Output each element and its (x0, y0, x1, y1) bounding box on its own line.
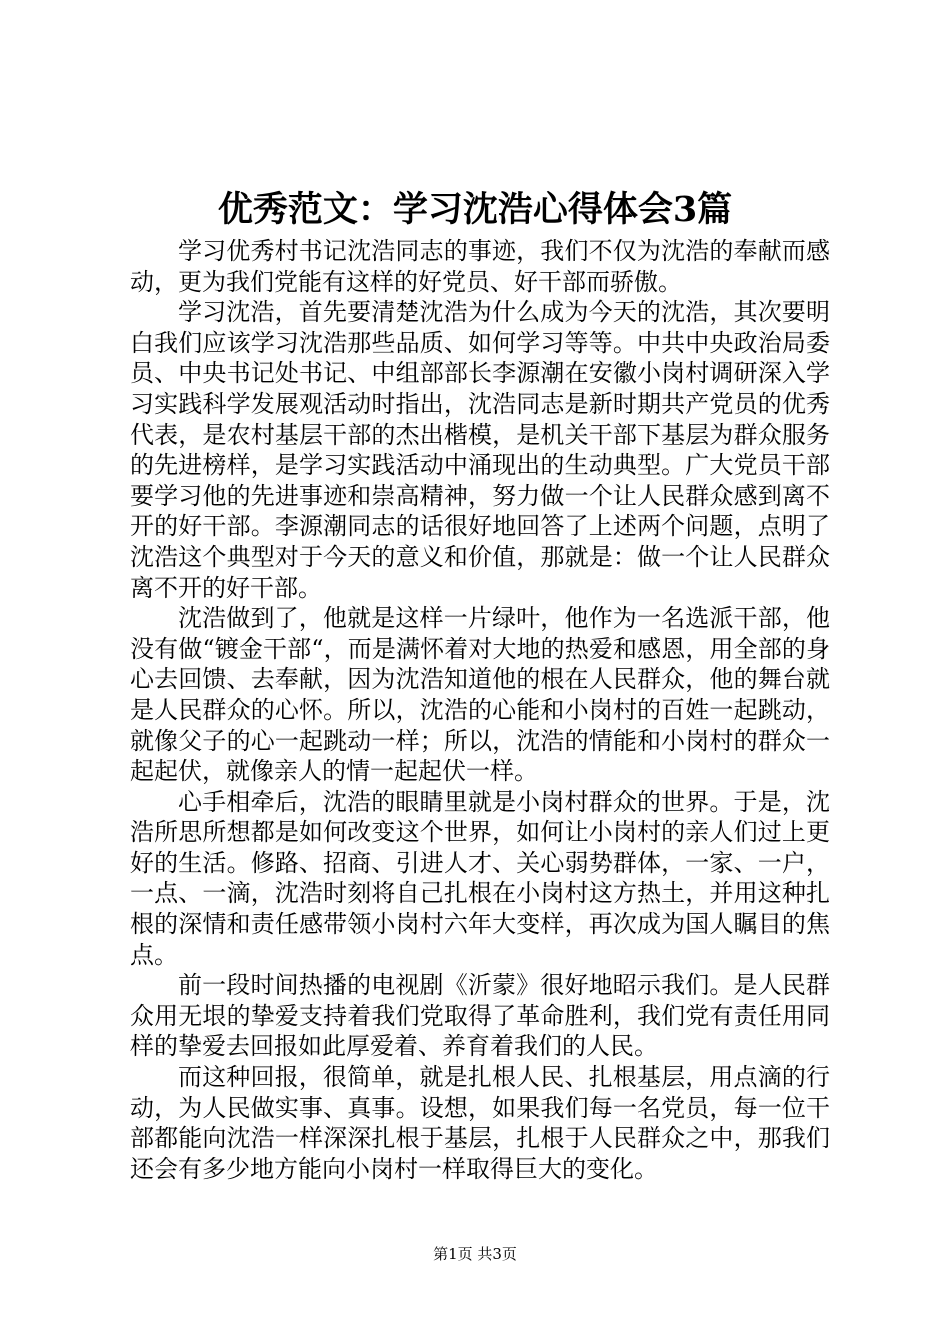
paragraph: 而这种回报，很简单，就是扎根人民、扎根基层，用点滴的行动，为人民做实事、真事。设想，如果我们每一名党员，每一位干部都能向沈浩一样深深扎根于基层，扎根于人民群众之中，那我们还会有多少地方能向小岗村一样取得巨大的变化。 (130, 1063, 830, 1183)
document-title: 优秀范文：学习沈浩心得体会3篇 (217, 189, 733, 230)
paragraph: 前一段时间热播的电视剧《沂蒙》很好地昭示我们。是人民群众用无垠的挚爱支持着我们党取得了革命胜利，我们党有责任用同样的挚爱去回报如此厚爱着、养育着我们的人民。 (130, 971, 830, 1061)
paragraph: 学习优秀村书记沈浩同志的事迹，我们不仅为沈浩的奉献而感动，更为我们党能有这样的好党员、好干部而骄傲。 (130, 237, 830, 296)
document-body (130, 236, 830, 1184)
paragraph: 沈浩做到了，他就是这样一片绿叶，他作为一名选派干部，他没有做“镀金干部“，而是满怀着对大地的热爱和感恩，用全部的身心去回馈、去奉献，因为沈浩知道他的根在人民群众，他的舞台就是人民群众的心怀。所以，沈浩的心能和小岗村的百姓一起跳动，就像父子的心一起跳动一样；所以，沈浩的情能和小岗村的群众一起起伏，就像亲人的情一起起伏一样。 (130, 604, 830, 786)
paragraph: 学习沈浩，首先要清楚沈浩为什么成为今天的沈浩，其次要明白我们应该学习沈浩那些品质、如何学习等等。中共中央政治局委员、中央书记处书记、中组部部长李源潮在安徽小岗村调研深入学习实践科学发展观活动时指出，沈浩同志是新时期共产党员的优秀代表，是农村基层干部的杰出楷模，是机关干部下基层为群众服务的先进榜样，是学习实践活动中涌现出的生动典型。广大党员干部要学习他的先进事迹和崇高精神，努力做一个让人民群众感到离不开的好干部。李源潮同志的话很好地回答了上述两个问题，点明了沈浩这个典型对于今天的意义和价值，那就是：做一个让人民群众离不开的好干部。 (130, 298, 830, 602)
page-number-footer: 第1页 共3页 (433, 1245, 517, 1263)
paragraph: 心手相牵后，沈浩的眼睛里就是小岗村群众的世界。于是，沈浩所思所想都是如何改变这个世界，如何让小岗村的亲人们过上更好的生活。修路、招商、引进人才、关心弱势群体，一家、一户，一点、一滴，沈浩时刻将自己扎根在小岗村这方热土，并用这种扎根的深情和责任感带领小岗村六年大变样，再次成为国人瞩目的焦点。 (130, 787, 830, 969)
